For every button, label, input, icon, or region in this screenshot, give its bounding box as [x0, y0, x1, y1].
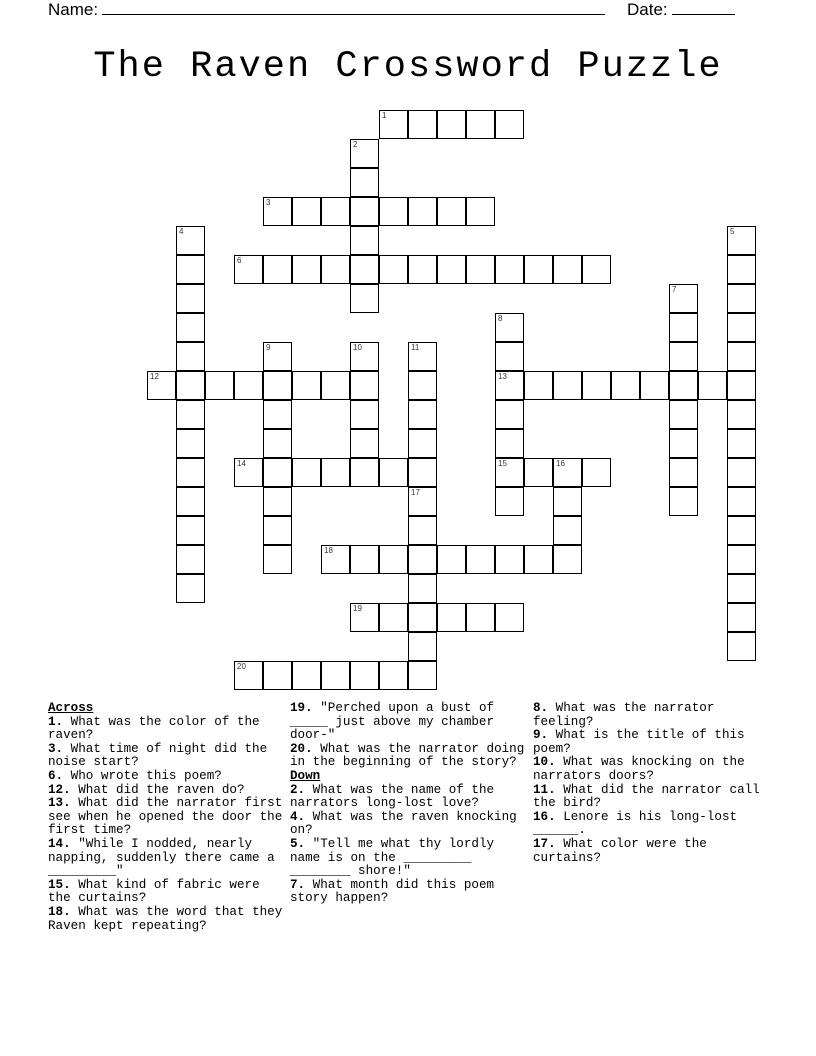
- grid-cell[interactable]: [495, 487, 524, 516]
- down-clue-9: [533, 729, 773, 756]
- grid-cell[interactable]: [495, 371, 524, 400]
- grid-cell[interactable]: [524, 371, 553, 400]
- grid-cell[interactable]: [727, 313, 756, 342]
- grid-cell[interactable]: [553, 545, 582, 574]
- across-clue-19: [290, 702, 528, 743]
- grid-cell[interactable]: [408, 603, 437, 632]
- grid-cell[interactable]: [234, 458, 263, 487]
- clue-text: What was the color of the raven?: [48, 714, 260, 743]
- clue-number: 13.: [48, 796, 71, 811]
- clue-text: "While I nodded, nearly napping, suddenly there came a _________": [48, 836, 275, 879]
- grid-cell[interactable]: [321, 197, 350, 226]
- grid-cell[interactable]: [350, 603, 379, 632]
- grid-cell[interactable]: [321, 371, 350, 400]
- grid-cell[interactable]: [437, 603, 466, 632]
- grid-cell[interactable]: [408, 429, 437, 458]
- grid-cell[interactable]: [350, 284, 379, 313]
- across-clue-12: [48, 784, 284, 798]
- grid-cell[interactable]: [263, 400, 292, 429]
- grid-cell[interactable]: [669, 284, 698, 313]
- grid-cell[interactable]: [669, 429, 698, 458]
- grid-cell[interactable]: [176, 226, 205, 255]
- grid-cell[interactable]: [350, 400, 379, 429]
- clue-number: 11.: [533, 782, 556, 797]
- grid-cell[interactable]: [263, 545, 292, 574]
- grid-cell[interactable]: [350, 371, 379, 400]
- grid-cell[interactable]: [176, 545, 205, 574]
- grid-cell[interactable]: [350, 429, 379, 458]
- grid-cell[interactable]: [379, 545, 408, 574]
- grid-cell[interactable]: [321, 458, 350, 487]
- grid-cell[interactable]: [263, 429, 292, 458]
- grid-cell[interactable]: [524, 255, 553, 284]
- clue-number: 3.: [48, 741, 64, 756]
- grid-cell[interactable]: [408, 545, 437, 574]
- grid-cell[interactable]: [495, 110, 524, 139]
- grid-cell[interactable]: [669, 342, 698, 371]
- grid-cell[interactable]: [234, 371, 263, 400]
- clue-text: What was the narrator feeling?: [533, 701, 715, 729]
- grid-cell[interactable]: [495, 458, 524, 487]
- grid-cell[interactable]: [205, 371, 234, 400]
- clue-number: 9.: [533, 728, 549, 743]
- clue-number: 2.: [290, 782, 306, 797]
- grid-cell[interactable]: [582, 458, 611, 487]
- clue-text: Who wrote this poem?: [63, 768, 222, 783]
- grid-cell[interactable]: [350, 342, 379, 371]
- clue-number: 8: [498, 314, 503, 323]
- clue-number: 9: [266, 343, 271, 352]
- grid-cell[interactable]: [495, 342, 524, 371]
- grid-cell[interactable]: [321, 255, 350, 284]
- clue-number: 19: [353, 604, 362, 613]
- grid-cell[interactable]: [727, 632, 756, 661]
- clue-number: 5: [730, 227, 735, 236]
- down-clue-8: [533, 702, 773, 729]
- grid-cell[interactable]: [727, 458, 756, 487]
- across-clue-14: [48, 838, 284, 879]
- clue-number: 15.: [48, 877, 71, 892]
- grid-cell[interactable]: [669, 487, 698, 516]
- grid-cell[interactable]: [553, 255, 582, 284]
- clue-number: 17.: [533, 836, 556, 851]
- down-clue-16: [533, 811, 773, 838]
- grid-cell[interactable]: [669, 313, 698, 342]
- grid-cell[interactable]: [321, 661, 350, 690]
- grid-cell[interactable]: [408, 400, 437, 429]
- grid-cell[interactable]: [640, 371, 669, 400]
- clue-text: What did the narrator first see when he opened the door the first time?: [48, 796, 283, 838]
- grid-cell[interactable]: [176, 371, 205, 400]
- grid-cell[interactable]: [350, 168, 379, 197]
- down-clue-7: [290, 879, 528, 906]
- grid-cell[interactable]: [727, 371, 756, 400]
- down-clue-11: [533, 784, 773, 811]
- clue-text: What time of night did the noise start?: [48, 741, 268, 770]
- grid-cell[interactable]: [466, 545, 495, 574]
- down-heading: Down: [290, 768, 321, 783]
- clue-text: What month did this poem story happen?: [290, 877, 495, 906]
- grid-cell[interactable]: [379, 110, 408, 139]
- clue-number: 7.: [290, 877, 306, 892]
- clue-number: 13: [498, 372, 507, 381]
- date-label: Date:: [627, 0, 668, 19]
- grid-cell[interactable]: [408, 632, 437, 661]
- grid-cell[interactable]: [263, 487, 292, 516]
- grid-cell[interactable]: [176, 574, 205, 603]
- clue-number: 20.: [290, 741, 313, 756]
- page-title: The Raven Crossword Puzzle: [93, 46, 723, 88]
- grid-cell[interactable]: [408, 487, 437, 516]
- clue-number: 5.: [290, 836, 306, 851]
- clue-text: What color were the curtains?: [533, 836, 707, 865]
- clue-number: 20: [237, 662, 246, 671]
- grid-cell[interactable]: [234, 661, 263, 690]
- clue-number: 10.: [533, 755, 556, 770]
- across-clue-3: [48, 743, 284, 770]
- grid-cell[interactable]: [669, 458, 698, 487]
- down-clue-2: [290, 784, 528, 811]
- clue-number: 6: [237, 256, 242, 265]
- clue-number: 14.: [48, 836, 71, 851]
- grid-cell[interactable]: [727, 545, 756, 574]
- grid-cell[interactable]: [437, 255, 466, 284]
- grid-cell[interactable]: [408, 371, 437, 400]
- clue-number: 15: [498, 459, 507, 468]
- clue-text: What was the name of the narrators long-lost love?: [290, 782, 495, 811]
- across-clue-18: [48, 906, 284, 933]
- clue-text: What was the narrator doing in the beginning of the story?: [290, 741, 525, 770]
- clue-text: What did the narrator call the bird?: [533, 782, 760, 811]
- grid-cell[interactable]: [495, 313, 524, 342]
- grid-cell[interactable]: [553, 487, 582, 516]
- across-clue-6: [48, 770, 284, 784]
- grid-cell[interactable]: [408, 661, 437, 690]
- across-clue-1: [48, 716, 284, 743]
- grid-cell[interactable]: [176, 516, 205, 545]
- grid-cell[interactable]: [176, 458, 205, 487]
- clue-number: 2: [353, 140, 358, 149]
- grid-cell[interactable]: [727, 603, 756, 632]
- grid-cell[interactable]: [292, 458, 321, 487]
- across-clue-20: [290, 743, 528, 770]
- grid-cell[interactable]: [350, 661, 379, 690]
- grid-cell[interactable]: [408, 110, 437, 139]
- clue-number: 14: [237, 459, 246, 468]
- grid-cell[interactable]: [176, 284, 205, 313]
- grid-cell[interactable]: [466, 110, 495, 139]
- grid-cell[interactable]: [727, 516, 756, 545]
- grid-cell[interactable]: [611, 371, 640, 400]
- grid-cell[interactable]: [379, 603, 408, 632]
- clue-text: What was the raven knocking on?: [290, 809, 517, 838]
- grid-cell[interactable]: [350, 197, 379, 226]
- grid-cell[interactable]: [437, 197, 466, 226]
- grid-cell[interactable]: [263, 661, 292, 690]
- clue-text: Lenore is his long-lost ______.: [533, 809, 738, 838]
- grid-cell[interactable]: [263, 458, 292, 487]
- clues-column-2: [290, 702, 528, 906]
- grid-cell[interactable]: [350, 139, 379, 168]
- grid-cell[interactable]: [234, 255, 263, 284]
- clue-number: 12: [150, 372, 159, 381]
- grid-cell[interactable]: [176, 313, 205, 342]
- grid-cell[interactable]: [292, 197, 321, 226]
- name-label: Name:: [48, 0, 99, 19]
- down-clue-10: [533, 756, 773, 783]
- grid-cell[interactable]: [727, 342, 756, 371]
- grid-cell[interactable]: [350, 545, 379, 574]
- grid-cell[interactable]: [727, 400, 756, 429]
- grid-cell[interactable]: [669, 371, 698, 400]
- grid-cell[interactable]: [176, 487, 205, 516]
- clue-number: 10: [353, 343, 362, 352]
- grid-cell[interactable]: [727, 487, 756, 516]
- grid-cell[interactable]: [263, 197, 292, 226]
- grid-cell[interactable]: [437, 110, 466, 139]
- grid-cell[interactable]: [379, 197, 408, 226]
- grid-cell[interactable]: [408, 197, 437, 226]
- grid-cell[interactable]: [669, 400, 698, 429]
- grid-cell[interactable]: [698, 371, 727, 400]
- grid-cell[interactable]: [379, 458, 408, 487]
- grid-cell[interactable]: [524, 458, 553, 487]
- down-clue-17: [533, 838, 773, 865]
- grid-cell[interactable]: [176, 255, 205, 284]
- clue-number: 18: [324, 546, 333, 555]
- across-clue-15: [48, 879, 284, 906]
- grid-cell[interactable]: [292, 255, 321, 284]
- clues-column-3: [533, 702, 773, 865]
- grid-cell[interactable]: [495, 603, 524, 632]
- across-clue-13: [48, 797, 284, 838]
- grid-cell[interactable]: [727, 284, 756, 313]
- grid-cell[interactable]: [408, 342, 437, 371]
- clue-number: 3: [266, 198, 271, 207]
- grid-cell[interactable]: [263, 342, 292, 371]
- clue-number: 8.: [533, 701, 549, 715]
- grid-cell[interactable]: [321, 545, 350, 574]
- clue-number: 16.: [533, 809, 556, 824]
- grid-cell[interactable]: [437, 545, 466, 574]
- clue-text: What is the title of this poem?: [533, 728, 745, 756]
- grid-cell[interactable]: [263, 255, 292, 284]
- grid-cell[interactable]: [727, 226, 756, 255]
- grid-cell[interactable]: [263, 516, 292, 545]
- grid-cell[interactable]: [466, 255, 495, 284]
- grid-cell[interactable]: [582, 371, 611, 400]
- grid-cell[interactable]: [727, 574, 756, 603]
- grid-cell[interactable]: [553, 516, 582, 545]
- grid-cell[interactable]: [495, 400, 524, 429]
- grid-cell[interactable]: [466, 197, 495, 226]
- grid-cell[interactable]: [553, 371, 582, 400]
- grid-cell[interactable]: [292, 371, 321, 400]
- clue-number: 4.: [290, 809, 306, 824]
- grid-cell[interactable]: [263, 371, 292, 400]
- grid-cell[interactable]: [379, 255, 408, 284]
- grid-cell[interactable]: [495, 429, 524, 458]
- clue-number: 11: [411, 343, 420, 352]
- grid-cell[interactable]: [350, 255, 379, 284]
- grid-cell[interactable]: [495, 545, 524, 574]
- clue-text: What kind of fabric were the curtains?: [48, 877, 260, 906]
- grid-cell[interactable]: [176, 429, 205, 458]
- grid-cell[interactable]: [350, 458, 379, 487]
- clue-number: 19.: [290, 701, 313, 715]
- grid-cell[interactable]: [408, 255, 437, 284]
- clue-text: "Tell me what thy lordly name is on the _________ ________ shore!": [290, 836, 495, 879]
- across-heading: Across: [48, 701, 94, 715]
- clue-text: What was knocking on the narrators doors?: [533, 755, 745, 783]
- grid-cell[interactable]: [408, 458, 437, 487]
- grid-cell[interactable]: [582, 255, 611, 284]
- clue-text: What was the word that they Raven kept repeating?: [48, 904, 283, 933]
- clue-number: 1.: [48, 714, 64, 729]
- grid-cell[interactable]: [350, 226, 379, 255]
- grid-cell[interactable]: [408, 516, 437, 545]
- clue-number: 17: [411, 488, 420, 497]
- clue-number: 7: [672, 285, 677, 294]
- grid-cell[interactable]: [727, 255, 756, 284]
- clue-number: 12.: [48, 782, 71, 797]
- grid-cell[interactable]: [176, 342, 205, 371]
- grid-cell[interactable]: [292, 661, 321, 690]
- clue-number: 1: [382, 111, 387, 120]
- grid-cell[interactable]: [553, 458, 582, 487]
- grid-cell[interactable]: [147, 371, 176, 400]
- clue-number: 6.: [48, 768, 64, 783]
- clue-text: "Perched upon a bust of _____ just above my chamber door-": [290, 701, 495, 743]
- down-clue-4: [290, 811, 528, 838]
- grid-cell[interactable]: [495, 255, 524, 284]
- grid-cell[interactable]: [524, 545, 553, 574]
- down-clue-5: [290, 838, 528, 879]
- clue-text: What did the raven do?: [70, 782, 245, 797]
- grid-cell[interactable]: [408, 574, 437, 603]
- clue-number: 16: [556, 459, 565, 468]
- clue-number: 18.: [48, 904, 71, 919]
- grid-cell[interactable]: [466, 603, 495, 632]
- clues-column-1: [48, 702, 284, 933]
- clue-number: 4: [179, 227, 184, 236]
- grid-cell[interactable]: [176, 400, 205, 429]
- grid-cell[interactable]: [727, 429, 756, 458]
- grid-cell[interactable]: [379, 661, 408, 690]
